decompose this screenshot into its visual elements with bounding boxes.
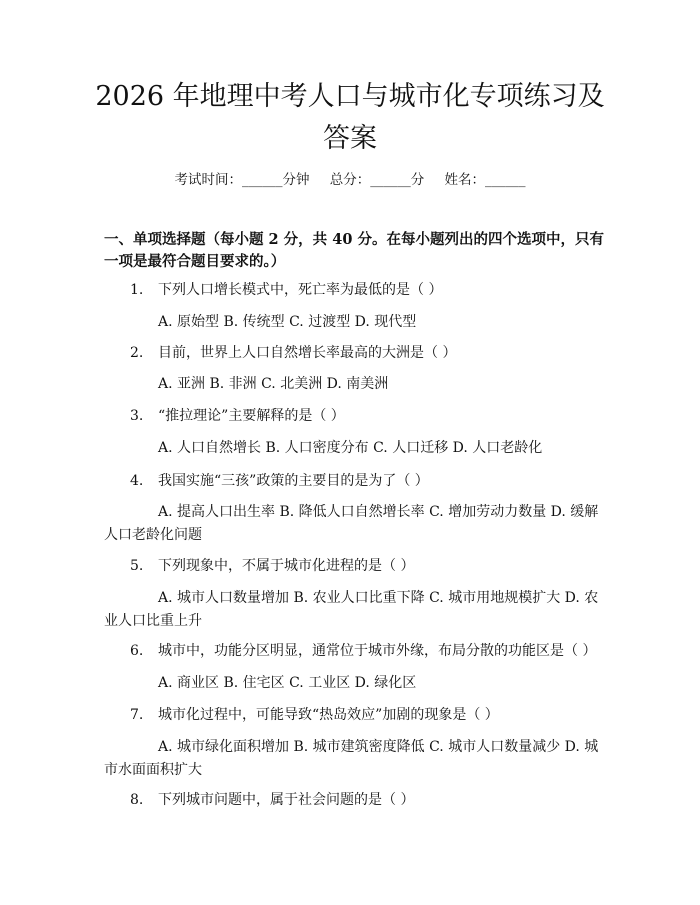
student-name: 姓名：______	[444, 172, 526, 188]
question-options: A. 城市绿化面积增加 B. 城市建筑密度降低 C. 城市人口数量减少 D. 城市水面面积扩大	[104, 739, 599, 778]
question-number: 8.	[130, 792, 144, 808]
question-options: A. 商业区 B. 住宅区 C. 工业区 D. 绿化区	[158, 675, 417, 691]
question-stem	[104, 640, 604, 663]
question-number: 7.	[130, 707, 144, 723]
question-text: 下列现象中，不属于城市化进程的是（ ）	[158, 558, 415, 574]
question-stem	[104, 342, 604, 365]
question-stem	[104, 279, 604, 302]
page-title: 2026 年地理中考人口与城市化专项练习及答案	[95, 81, 605, 154]
question-text: 城市化过程中，可能导致“热岛效应”加剧的现象是（ ）	[158, 707, 499, 723]
question-number: 4.	[130, 473, 144, 489]
question-number: 3.	[130, 408, 144, 424]
question-options: A. 亚洲 B. 非洲 C. 北美洲 D. 南美洲	[158, 376, 389, 392]
exam-time: 考试时间：______分钟	[174, 172, 310, 188]
question-options: A. 人口自然增长 B. 人口密度分布 C. 人口迁移 D. 人口老龄化	[158, 440, 543, 456]
question-stem	[104, 405, 604, 428]
question-text: 下列城市问题中，属于社会问题的是（ ）	[158, 792, 415, 808]
question-options: A. 提高人口出生率 B. 降低人口自然增长率 C. 增加劳动力数量 D. 缓解人口老龄化问题	[104, 504, 599, 543]
question-text: 我国实施“三孩”政策的主要目的是为了（ ）	[158, 473, 429, 489]
question-text: 下列人口增长模式中，死亡率为最低的是（ ）	[158, 282, 443, 298]
question-stem	[104, 555, 604, 578]
question-text: “推拉理论”主要解释的是（ ）	[158, 408, 345, 424]
question-stem	[104, 704, 604, 727]
total-score: 总分：______分	[329, 172, 425, 188]
question-number: 2.	[130, 345, 144, 361]
question-stem	[104, 470, 604, 493]
section-heading: 一、单项选择题（每小题 2 分，共 40 分。在每小题列出的四个选项中，只有一项是最符合题目要求的。）	[104, 231, 604, 270]
question-options: A. 原始型 B. 传统型 C. 过渡型 D. 现代型	[158, 314, 417, 330]
question-number: 5.	[130, 558, 144, 574]
question-text: 目前，世界上人口自然增长率最高的大洲是（ ）	[158, 345, 457, 361]
exam-info	[0, 168, 700, 188]
question-number: 6.	[130, 643, 144, 659]
question-stem	[104, 789, 604, 812]
question-number: 1.	[130, 282, 144, 298]
question-options: A. 城市人口数量增加 B. 农业人口比重下降 C. 城市用地规模扩大 D. 农业人口比重上升	[104, 590, 599, 629]
question-text: 城市中，功能分区明显，通常位于城市外缘，布局分散的功能区是（ ）	[158, 643, 597, 659]
